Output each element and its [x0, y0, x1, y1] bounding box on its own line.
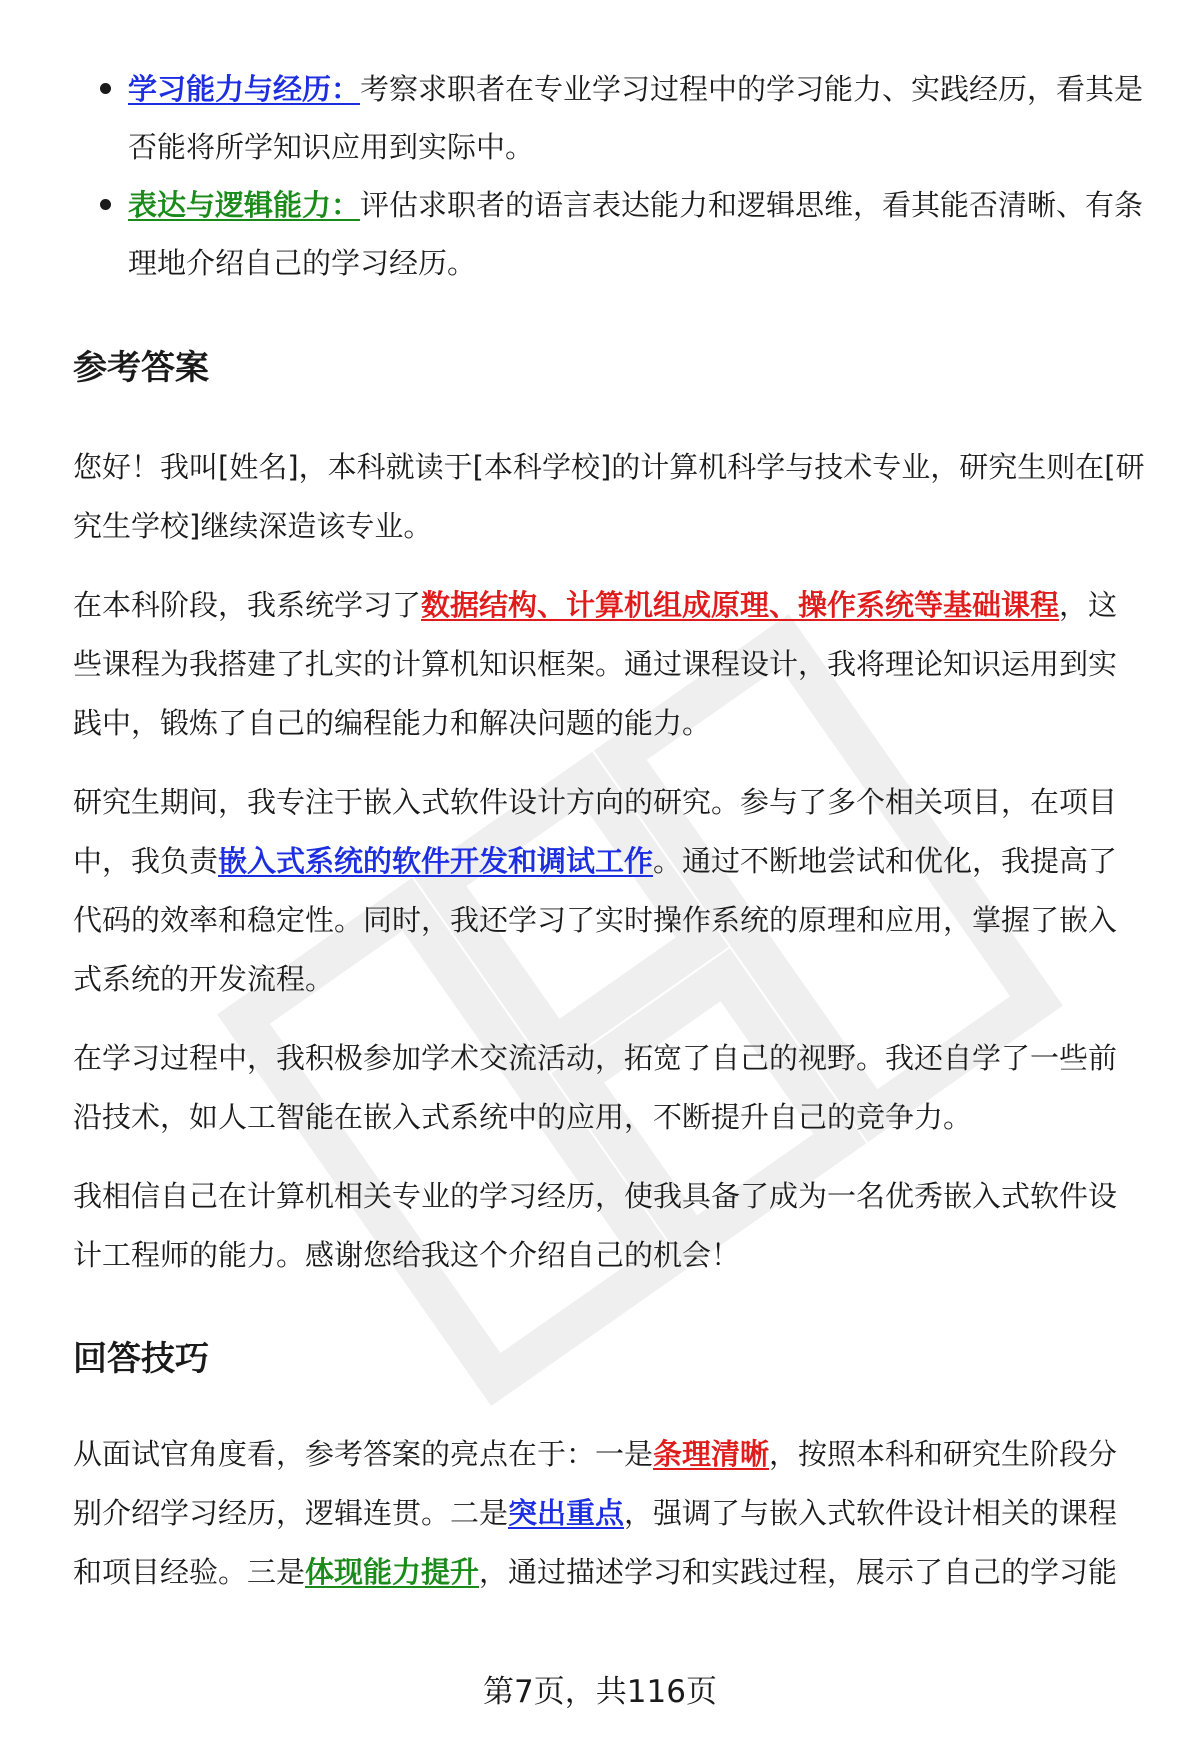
paragraph-text: ，通过描述学习和实践过程，展示了自己的学习能: [479, 1555, 1118, 1589]
paragraph-text: 从面试官角度看，参考答案的亮点在于：一是: [73, 1437, 654, 1471]
highlight-text: 数据结构、计算机组成原理、操作系统等基础课程: [421, 588, 1060, 622]
highlight-text: 突出重点: [508, 1496, 625, 1530]
paragraph-text: ，强调了与嵌入式软件设计相关的课程和项目经验。三是: [73, 1496, 1118, 1589]
list-item: [73, 60, 1145, 176]
answer-paragraph: 在学习过程中，我积极参加学术交流活动，拓宽了自己的视野。我还自学了一些前沿技术，如人工智能在嵌入式系统中的应用，不断提升自己的竞争力。: [73, 1041, 1118, 1134]
criteria-text: 评估求职者的语言表达能力和逻辑思维，看其能否清晰、有条理地介绍自己的学习经历。: [128, 188, 1144, 280]
answer-paragraph: [73, 576, 1145, 753]
tips-paragraph: [73, 1425, 1145, 1602]
bullet-icon: [100, 199, 111, 210]
paragraph-text: 。通过不断地尝试和优化，我提高了代码的效率和稳定性。同时，我还学习了实时操作系统的原理和应用，掌握了嵌入式系统的开发流程。: [73, 844, 1118, 996]
answer-paragraph: 我相信自己在计算机相关专业的学习经历，使我具备了成为一名优秀嵌入式软件设计工程师的能力。感谢您给我这个介绍自己的机会！: [73, 1179, 1118, 1272]
paragraph-text: 在本科阶段，我系统学习了: [73, 588, 422, 622]
criteria-label: 学习能力与经历：: [128, 72, 361, 106]
main-content: [73, 60, 1145, 1602]
section-heading-answer: 参考答案: [73, 348, 209, 388]
highlight-text: 嵌入式系统的软件开发和调试工作: [218, 844, 654, 878]
criteria-list: [73, 60, 1145, 292]
page-number: 第7页，共116页: [483, 1674, 717, 1710]
paragraph-text: 研究生期间，我专注于嵌入式软件设计方向的研究。参与了多个相关项目，在项目中，我负责: [73, 785, 1118, 878]
paragraph-text: ，按照本科和研究生阶段分别介绍学习经历，逻辑连贯。二是: [73, 1437, 1118, 1530]
paragraph-text: ，这些课程为我搭建了扎实的计算机知识框架。通过课程设计，我将理论知识运用到实践中，锻炼了自己的编程能力和解决问题的能力。: [73, 588, 1118, 740]
highlight-text: 条理清晰: [653, 1437, 770, 1471]
section-heading-tips: 回答技巧: [73, 1339, 209, 1379]
answer-paragraph: [73, 773, 1145, 1009]
answer-paragraph: 您好！我叫[姓名]，本科就读于[本科学校]的计算机科学与技术专业，研究生则在[研究生学校]继续深造该专业。: [73, 450, 1145, 543]
highlight-text: 体现能力提升: [305, 1555, 480, 1589]
criteria-text: 考察求职者在专业学习过程中的学习能力、实践经历，看其是否能将所学知识应用到实际中。: [128, 72, 1144, 164]
criteria-label: 表达与逻辑能力：: [128, 188, 361, 222]
list-item: [73, 176, 1145, 292]
bullet-icon: [100, 83, 111, 94]
